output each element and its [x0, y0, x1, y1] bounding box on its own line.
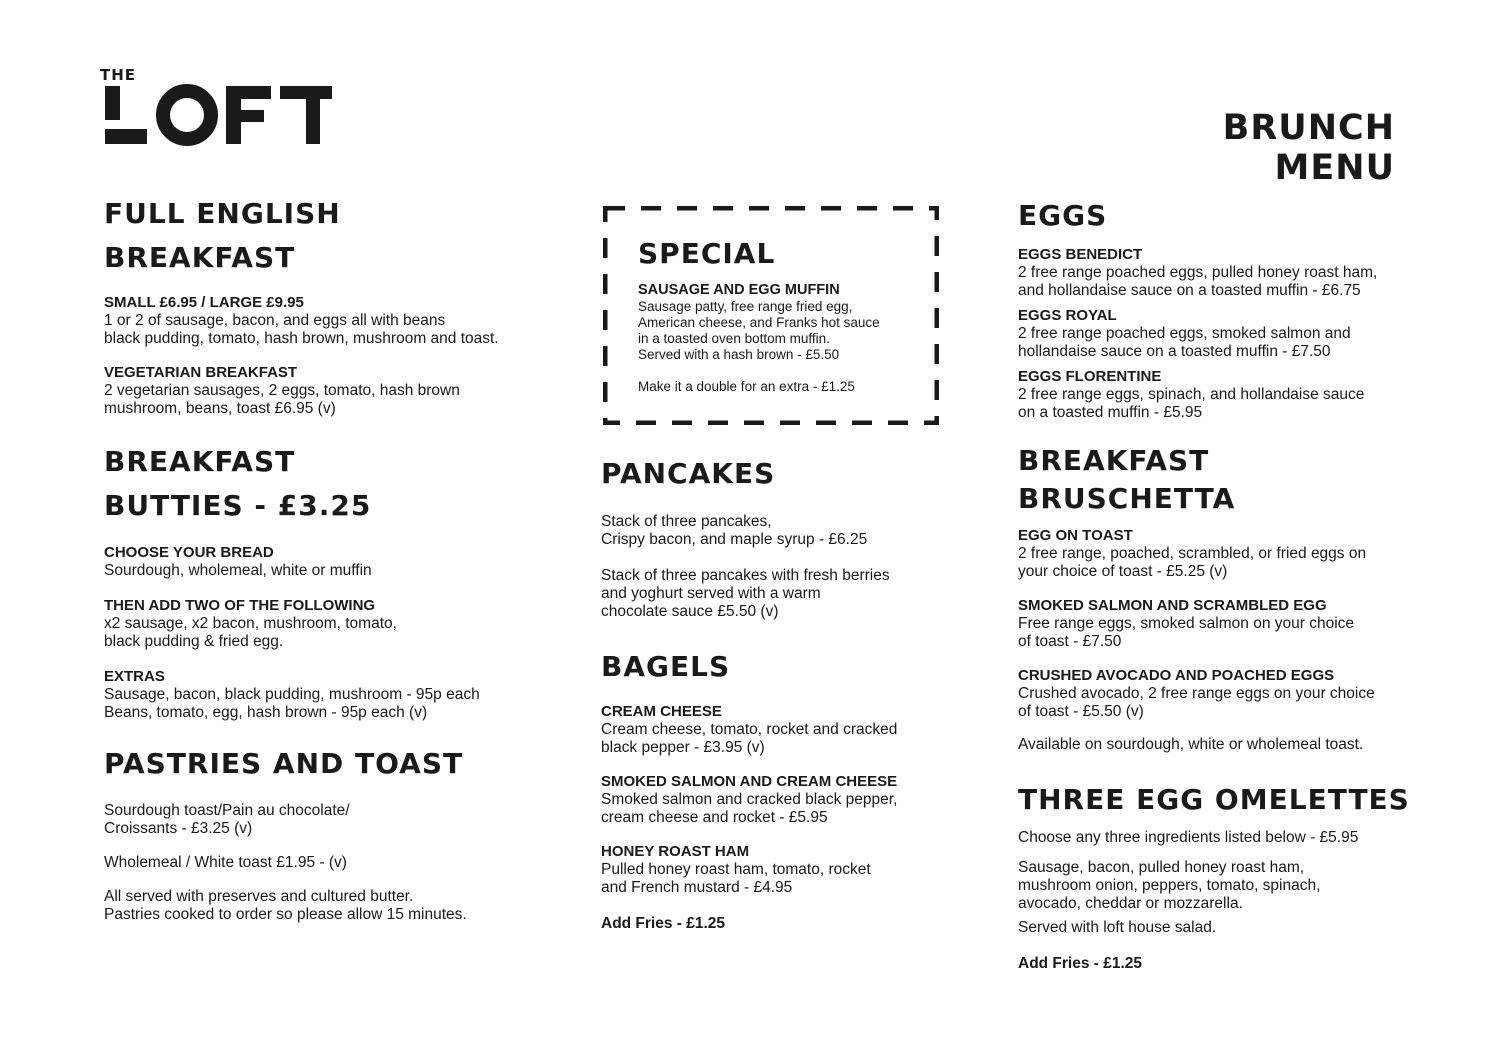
item-name: EGGS BENEDICT [1018, 246, 1143, 263]
menu-line: Wholemeal / White toast £1.95 - (v) [104, 854, 347, 871]
item-name: VEGETARIAN BREAKFAST [104, 364, 298, 381]
section-title: BUTTIES - £3.25 [104, 489, 372, 522]
menu-line: All served with preserves and cultured butter. Pastries cooked to order so please allow 15 minutes. [104, 888, 467, 923]
special-item-desc: Sausage patty, free range fried egg, American cheese, and Franks hot sauce in a toasted oven bottom muffin. Served with a hash brown - £5.50 [638, 299, 880, 362]
column-left [104, 192, 544, 924]
section-title: FULL ENGLISH [104, 197, 341, 230]
item-desc: Sourdough, wholemeal, white or muffin [104, 562, 372, 579]
bruschetta-note: Available on sourdough, white or wholemeal toast. [1018, 736, 1364, 753]
section-title: BRUSCHETTA [1018, 482, 1236, 515]
section-bruschetta [1018, 442, 1458, 754]
item-desc: x2 sausage, x2 bacon, mushroom, tomato, black pudding & fried egg. [104, 615, 397, 650]
omelette-served: Served with loft house salad. [1018, 919, 1217, 936]
section-omelettes [1018, 778, 1458, 973]
menu-line: Sourdough toast/Pain au chocolate/ Croissants - £3.25 (v) [104, 802, 350, 837]
item-desc: Pulled honey roast ham, tomato, rocket and French mustard - £4.95 [601, 861, 871, 896]
section-pastries [104, 742, 544, 924]
item-desc: Cream cheese, tomato, rocket and cracked black pepper - £3.95 (v) [601, 721, 898, 756]
special-box [603, 206, 939, 425]
item-name: EXTRAS [104, 668, 165, 685]
item-name: SMOKED SALMON AND SCRAMBLED EGG [1018, 597, 1327, 614]
item-desc: 2 free range, poached, scrambled, or fried eggs on your choice of toast - £5.25 (v) [1018, 545, 1367, 580]
section-title: BREAKFAST [104, 445, 296, 478]
item-desc: 2 free range poached eggs, pulled honey roast ham, and hollandaise sauce on a toasted muffin - £6.75 [1018, 264, 1378, 299]
column-right [1018, 194, 1458, 973]
menu-line: Stack of three pancakes, Crispy bacon, and maple syrup - £6.25 [601, 513, 868, 548]
item-name: HONEY ROAST HAM [601, 843, 750, 860]
special-title: SPECIAL [638, 237, 776, 270]
item-name: EGG ON TOAST [1018, 527, 1133, 544]
section-title: PASTRIES AND TOAST [104, 747, 464, 780]
omelette-intro: Choose any three ingredients listed below - £5.95 [1018, 829, 1359, 846]
item-name: CRUSHED AVOCADO AND POACHED EGGS [1018, 667, 1335, 684]
section-title: BREAKFAST [104, 241, 296, 274]
section-bagels [601, 645, 961, 933]
section-pancakes [601, 452, 961, 621]
special-item-name: SAUSAGE AND EGG MUFFIN [638, 282, 840, 298]
item-name: CHOOSE YOUR BREAD [104, 544, 274, 561]
omelette-ingredients: Sausage, bacon, pulled honey roast ham, mushroom onion, peppers, tomato, spinach, avocado, cheddar or mozzarella. [1018, 859, 1321, 912]
add-fries: Add Fries - £1.25 [1018, 955, 1143, 972]
item-desc: 2 free range eggs, spinach, and hollandaise sauce on a toasted muffin - £5.95 [1018, 386, 1365, 421]
item-desc: 2 vegetarian sausages, 2 eggs, tomato, hash brown mushroom, beans, toast £6.95 (v) [104, 382, 460, 417]
section-title: PANCAKES [601, 457, 776, 490]
item-name: EGGS ROYAL [1018, 307, 1117, 324]
add-fries: Add Fries - £1.25 [601, 915, 726, 932]
logo-the: THE [100, 66, 137, 84]
section-title: EGGS [1018, 199, 1108, 232]
section-title: THREE EGG OMELETTES [1018, 783, 1410, 816]
section-eggs [1018, 194, 1458, 422]
menu-line: Stack of three pancakes with fresh berries and yoghurt served with a warm chocolate sauce £5.50 (v) [601, 567, 890, 620]
item-desc: 2 free range poached eggs, smoked salmon and hollandaise sauce on a toasted muffin - £7.50 [1018, 325, 1351, 360]
item-name: THEN ADD TWO OF THE FOLLOWING [104, 597, 376, 614]
item-desc: Free range eggs, smoked salmon on your choice of toast - £7.50 [1018, 615, 1355, 650]
column-middle [601, 452, 961, 933]
item-desc: Smoked salmon and cracked black pepper, cream cheese and rocket - £5.95 [601, 791, 898, 826]
section-title: BREAKFAST [1018, 444, 1210, 477]
section-butties [104, 440, 544, 722]
item-desc: 1 or 2 of sausage, bacon, and eggs all with beans black pudding, tomato, hash brown, mushroom and toast. [104, 312, 499, 347]
section-title: BAGELS [601, 650, 731, 683]
item-name: CREAM CHEESE [601, 703, 722, 720]
special-extra: Make it a double for an extra - £1.25 [638, 379, 855, 394]
item-name: EGGS FLORENTINE [1018, 368, 1162, 385]
item-desc: Crushed avocado, 2 free range eggs on your choice of toast - £5.50 (v) [1018, 685, 1375, 720]
item-desc: Sausage, bacon, black pudding, mushroom - 95p each Beans, tomato, egg, hash brown - 95p each (v) [104, 686, 480, 721]
item-name: SMALL £6.95 / LARGE £9.95 [104, 294, 304, 311]
item-name: SMOKED SALMON AND CREAM CHEESE [601, 773, 898, 790]
loft-logo [100, 74, 340, 154]
menu-title: BRUNCH MENU [1222, 108, 1395, 188]
section-full-english [104, 192, 544, 418]
